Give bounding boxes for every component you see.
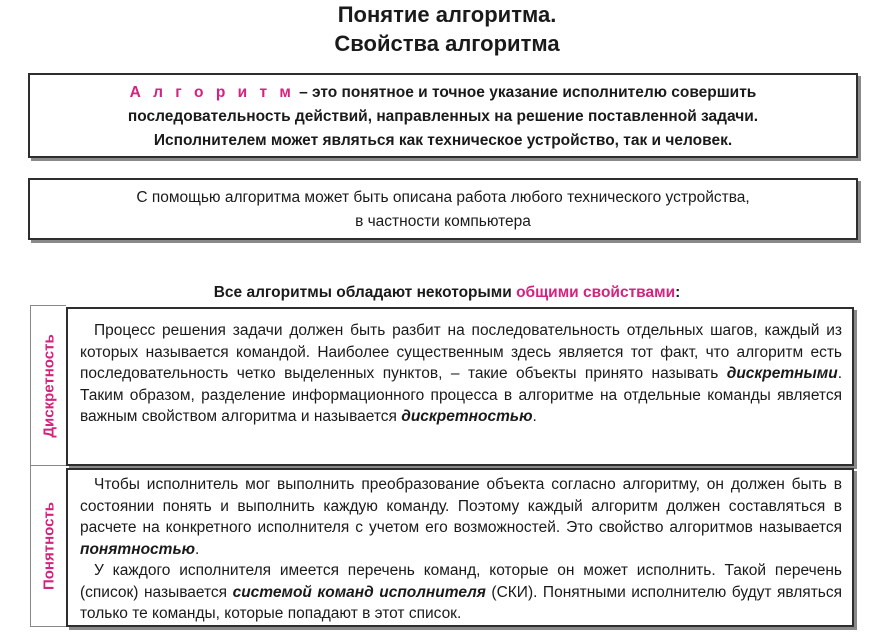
property-label-clarity: Понятность: [40, 501, 57, 591]
page-title: [0, 0, 894, 58]
property-panel-discreteness: [66, 307, 854, 466]
intro-tail: :: [675, 284, 681, 301]
definition-line-3: Исполнителем может являться как техническое устройство, так и человек.: [153, 132, 733, 149]
paragraph-text: Чтобы исполнитель мог выполнить преобразование объекта согласно алгоритму, он должен быть в состоянии понять и выполнить каждую команду. Поэтому каждый алгоритм должен составляться в расчете на конкретного исполнителя с учетом его возможностей. Это свойство алгоритмов называется: [80, 476, 842, 536]
sidebar-cell-clarity: [31, 465, 66, 627]
definition-term: А л г о р и т м: [129, 84, 295, 101]
paragraph-text: У каждого исполнителя имеется перечень команд, которые он может исполнить. Такой перечень (список) называется: [80, 562, 842, 601]
definition-text-1: – это понятное и точное указание исполнителю совершить: [294, 84, 757, 101]
paragraph-text: (СКИ). Понятными исполнителю будут являться только те команды, которые попадают в этот список.: [80, 583, 843, 622]
paragraph-text: .: [532, 408, 537, 425]
emphasis-term: дискретностью: [401, 408, 533, 425]
emphasis-term: системой команд исполнителя: [232, 583, 486, 601]
definition-text: [30, 75, 856, 153]
properties-sidebar: [30, 305, 66, 627]
note-line-2: в частности компьютера: [355, 213, 531, 230]
definition-box: [28, 73, 858, 158]
title-line-1: Понятие алгоритма.: [337, 2, 557, 27]
definition-line-1: [30, 81, 856, 105]
note-text: [30, 180, 856, 234]
property-panel-clarity: [66, 468, 854, 627]
paragraph-text: .: [195, 540, 200, 558]
paragraph: [80, 474, 842, 560]
note-box: [28, 178, 858, 240]
emphasis-term: дискретными: [726, 365, 838, 382]
sidebar-cell-discreteness: [31, 306, 66, 466]
title-line-2: Свойства алгоритма: [334, 31, 560, 56]
paragraph: [80, 560, 842, 625]
note-line-1: С помощью алгоритма может быть описана работа любого технического устройства,: [136, 189, 750, 206]
paragraph: [80, 320, 842, 428]
paragraph-text: Процесс решения задачи должен быть разбит на последовательность отдельных шагов, каждый из которых называется командой. Наиболее существенным здесь является тот факт, что алгоритм есть последовательность четко выделенных пунктов, – такие объекты принято называть: [80, 322, 842, 382]
properties-intro: [0, 282, 894, 304]
paragraph-text: . Таким образом, разделение информационного процесса в алгоритме на отдельные команды является важным свойством алгоритма и называется: [80, 365, 842, 425]
intro-text: Все алгоритмы обладают некоторыми: [213, 284, 517, 301]
intro-highlight: общими свойствами: [516, 284, 676, 301]
property-label-discreteness: Дискретность: [40, 333, 57, 438]
definition-line-2: последовательность действий, направленных на решение поставленной задачи.: [127, 108, 759, 125]
emphasis-term: понятностью: [80, 540, 196, 558]
